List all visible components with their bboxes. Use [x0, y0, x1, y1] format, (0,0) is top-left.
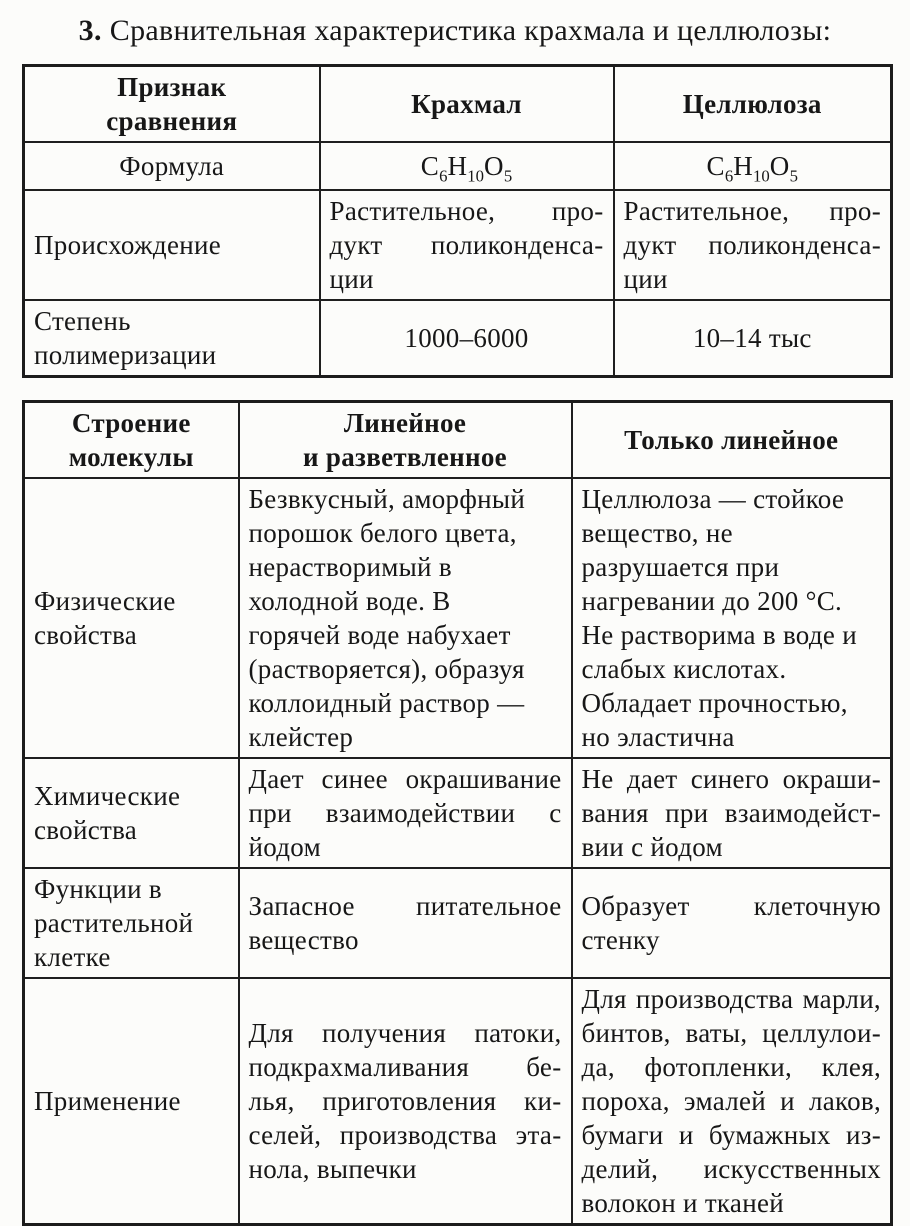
text-line: селей, производства эта-: [248, 1120, 562, 1150]
table-row-physical-properties: [24, 478, 892, 758]
text-line: ции: [329, 264, 374, 294]
text-line: стенку: [581, 925, 660, 955]
text-line: но эластична: [581, 722, 735, 752]
text-line: Растительное, про-: [623, 196, 881, 226]
text-line: свойства: [34, 620, 138, 650]
comparison-table: [22, 64, 893, 378]
text-line: молекулы: [68, 442, 194, 472]
text-line: горячей воде набухает: [248, 620, 511, 650]
table-row-formula: [24, 142, 892, 190]
text-line: нола, выпечки: [248, 1154, 417, 1184]
text-line: делий, искусственных: [581, 1154, 881, 1184]
polymerization-degree-starch-cell: 1000–6000: [320, 300, 614, 377]
text-line: вещество: [248, 925, 359, 955]
text-line: полимеризации: [34, 340, 217, 370]
title-text: Сравнительная характеристика крахмала и целлюлозы:: [109, 14, 832, 47]
text-line: пороха, эмалей и лаков,: [581, 1086, 881, 1116]
text-line: Для получения патоки,: [248, 1018, 562, 1048]
header-molecule-structure: [24, 402, 239, 479]
text-line: Строение: [71, 408, 191, 438]
origin-label: Происхождение: [24, 190, 320, 300]
text-line: йодом: [248, 832, 321, 862]
text-line: Не растворима в воде и: [581, 620, 857, 650]
text-line: клейстер: [248, 722, 354, 752]
title-number: 3.: [78, 14, 102, 47]
header-linear-branched: [239, 402, 572, 479]
text-line: порошок белого цвета,: [248, 518, 517, 548]
structure-table: [22, 400, 893, 1226]
text-line: Признак: [117, 72, 227, 102]
text-line: подкрахмаливания бе-: [248, 1052, 562, 1082]
text-line: и разветвленное: [303, 442, 507, 472]
text-line: (растворяется), образуя: [248, 654, 525, 684]
table-row-origin: [24, 190, 892, 300]
application-cellulose-cell: [572, 978, 892, 1225]
text-line: Дает синее окрашивание: [248, 764, 562, 794]
formula-cellulose-cell: [614, 142, 892, 190]
text-line: бинтов, ваты, целлулои-: [581, 1018, 881, 1048]
text-line: коллоидный раствор —: [248, 688, 525, 718]
text-line: Химические: [34, 781, 181, 811]
table-row-chemical-properties: [24, 758, 892, 868]
text-line: Запасное питательное: [248, 891, 562, 921]
starch-formula: $C_6H_{10}O_5$: [420, 151, 513, 186]
header-cellulose: Целлюлоза: [614, 66, 892, 143]
header-only-linear: Только линейное: [572, 402, 892, 479]
cell-functions-cellulose-cell: [572, 868, 892, 978]
text-line: нерастворимый в: [248, 552, 452, 582]
table-row-application: [24, 978, 892, 1225]
application-label: Применение: [24, 978, 239, 1225]
structure-header-row: [24, 402, 892, 479]
text-line: Безвкусный, аморфный: [248, 484, 526, 514]
text-line: дукт поликонденса-: [623, 230, 881, 260]
text-line: холодной воде. В: [248, 586, 451, 616]
text-line: вещество, не: [581, 518, 733, 548]
text-line: свойства: [34, 815, 138, 845]
origin-starch-cell: [320, 190, 614, 300]
polymerization-degree-cellulose-cell: 10–14 тыс: [614, 300, 892, 377]
cellulose-formula: $C_6H_{10}O_5$: [706, 151, 798, 186]
text-line: Растительное, про-: [329, 196, 604, 226]
text-line: Физические: [34, 586, 176, 616]
text-line: разрушается при: [581, 552, 780, 582]
text-line: бумаги и бумажных из-: [581, 1120, 881, 1150]
cell-functions-label: [24, 868, 239, 978]
page-title: [0, 0, 910, 49]
text-line: волокон и тканей: [581, 1188, 785, 1218]
formula-starch-cell: [320, 142, 614, 190]
chemical-properties-label: [24, 758, 239, 868]
physical-properties-starch-cell: [239, 478, 572, 758]
table-row-polymerization-degree: [24, 300, 892, 377]
text-line: Степень: [34, 306, 131, 336]
text-line: Образует клеточную: [581, 891, 881, 921]
table-row-cell-functions: [24, 868, 892, 978]
text-line: ции: [623, 264, 668, 294]
text-line: да, фотопленки, клея,: [581, 1052, 881, 1082]
chemical-properties-starch-cell: [239, 758, 572, 868]
text-line: сравнения: [106, 106, 238, 136]
text-line: Не дает синего окраши-: [581, 764, 881, 794]
text-line: Обладает прочностью,: [581, 688, 848, 718]
text-line: Линейное: [343, 408, 467, 438]
text-line: дукт поликонденса-: [329, 230, 604, 260]
application-starch-cell: [239, 978, 572, 1225]
polymerization-degree-label: [24, 300, 320, 377]
text-line: Функции в: [34, 874, 162, 904]
text-line: клетке: [34, 942, 111, 972]
chemical-properties-cellulose-cell: [572, 758, 892, 868]
formula-label: Формула: [24, 142, 320, 190]
header-criterion: [24, 66, 320, 143]
comparison-header-row: [24, 66, 892, 143]
physical-properties-cellulose-cell: [572, 478, 892, 758]
cell-functions-starch-cell: [239, 868, 572, 978]
text-line: вания при взаимодейст-: [581, 798, 881, 828]
text-line: нагревании до 200 °C.: [581, 586, 843, 616]
text-line: растительной: [34, 908, 194, 938]
origin-cellulose-cell: [614, 190, 892, 300]
text-line: Для производства марли,: [581, 984, 881, 1014]
physical-properties-label: [24, 478, 239, 758]
header-starch: Крахмал: [320, 66, 614, 143]
text-line: вии с йодом: [581, 832, 723, 862]
text-line: при взаимодействии с: [248, 798, 562, 828]
text-line: лья, приготовления ки-: [248, 1086, 562, 1116]
text-line: слабых кислотах.: [581, 654, 787, 684]
text-line: Целлюлоза — стойкое: [581, 484, 845, 514]
